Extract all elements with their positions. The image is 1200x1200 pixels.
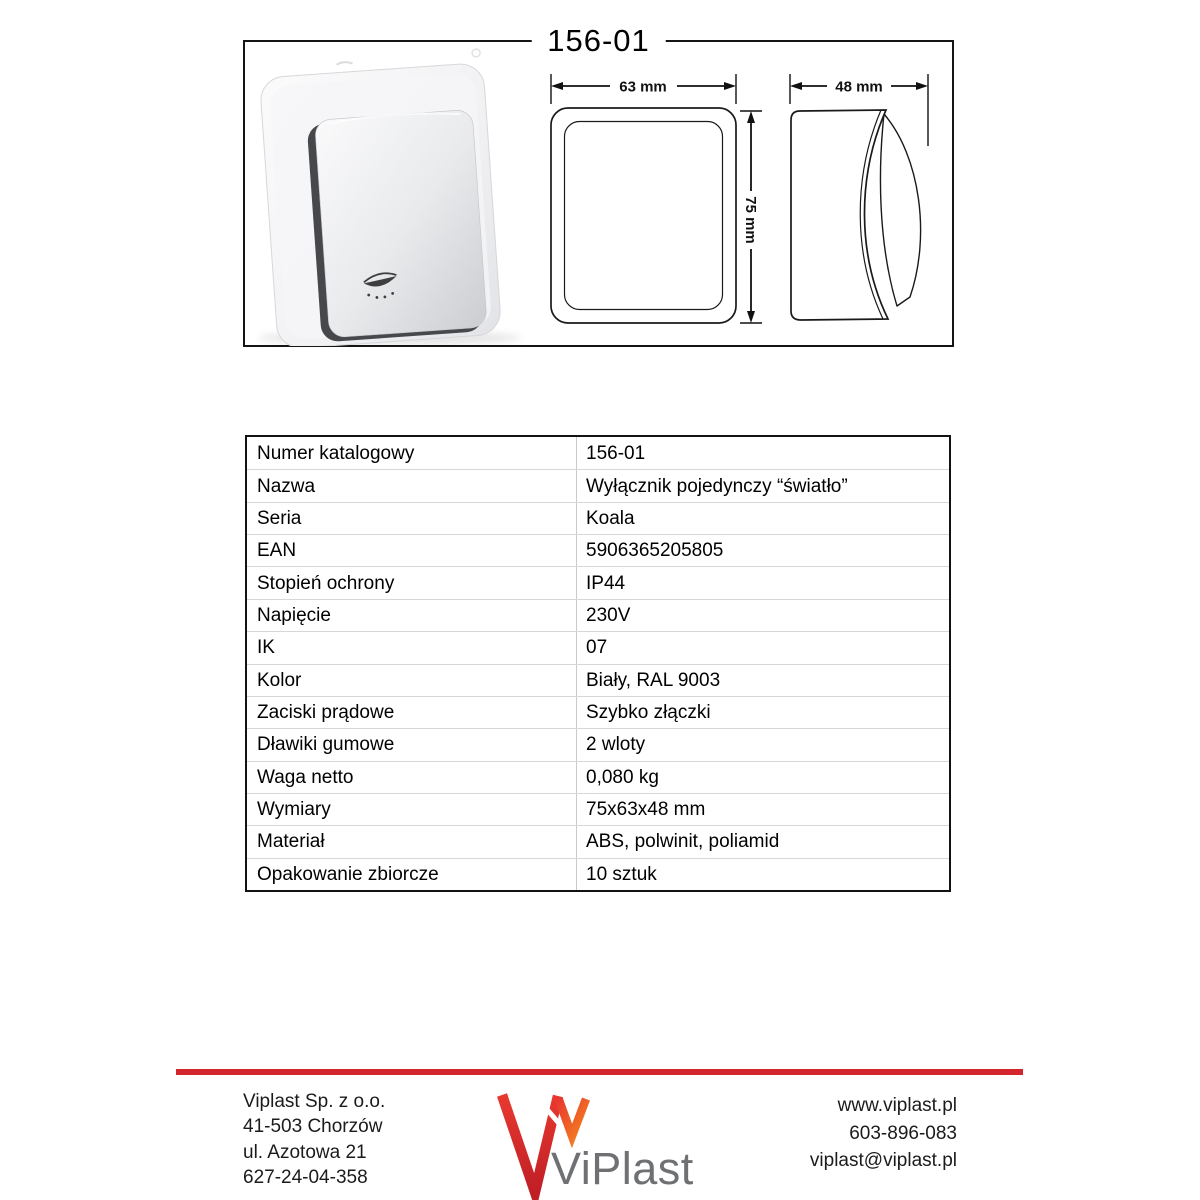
side-view-drawing: [791, 110, 921, 320]
row-value: Wyłącznik pojedynczy “światło”: [586, 475, 848, 497]
row-label: Wymiary: [247, 794, 577, 825]
table-row: [247, 534, 949, 566]
side-depth-label: 48 mm: [835, 78, 883, 96]
contact-phone: 603-896-083: [849, 1122, 957, 1144]
footer-accent-bar: [176, 1069, 1023, 1075]
row-label: IK: [247, 632, 577, 663]
row-label: Seria: [247, 503, 577, 534]
front-view-drawing: [551, 108, 736, 323]
table-row: [247, 437, 949, 469]
table-row: [247, 793, 949, 825]
technical-drawings: [538, 68, 952, 345]
embossed-logo-icon: [472, 49, 481, 58]
row-value: Biały, RAL 9003: [586, 669, 721, 691]
rocker-button: [314, 109, 487, 337]
row-label: Napięcie: [247, 600, 577, 631]
row-label: Opakowanie zbiorcze: [247, 859, 577, 890]
row-value: Szybko złączki: [586, 702, 711, 724]
row-label: Nazwa: [247, 470, 577, 501]
row-value: ABS, polwinit, poliamid: [586, 831, 780, 853]
row-value: 10 sztuk: [586, 863, 657, 885]
company-street: ul. Azotowa 21: [243, 1141, 367, 1163]
table-row: [247, 728, 949, 760]
table-row: [247, 631, 949, 663]
table-row: [247, 502, 949, 534]
row-label: Dławiki gumowe: [247, 729, 577, 760]
table-row: [247, 696, 949, 728]
company-address-block: [243, 1089, 385, 1190]
table-row: [247, 858, 949, 890]
product-photo: [250, 48, 535, 346]
company-phone: 627-24-04-358: [243, 1166, 368, 1188]
contact-email: viplast@viplast.pl: [809, 1150, 957, 1172]
row-value: 5906365205805: [586, 540, 724, 562]
table-row: [247, 664, 949, 696]
front-height-label: 75 mm: [742, 196, 759, 244]
page-title: 156-01: [531, 24, 666, 57]
contact-website: www.viplast.pl: [837, 1095, 957, 1116]
table-row: [247, 566, 949, 598]
front-width-label: 63 mm: [619, 78, 667, 96]
row-value: 230V: [586, 604, 631, 626]
row-label: Materiał: [247, 826, 577, 857]
table-row: [247, 469, 949, 501]
company-name: Viplast Sp. z o.o.: [243, 1091, 386, 1112]
row-value: 2 wloty: [586, 734, 646, 756]
spec-table: [245, 435, 951, 892]
table-row: [247, 599, 949, 631]
row-value: 156-01: [586, 442, 646, 464]
row-label: Numer katalogowy: [247, 437, 577, 469]
row-label: Stopień ochrony: [247, 567, 577, 598]
company-city: 41-503 Chorzów: [243, 1116, 383, 1138]
switch-body: [258, 49, 501, 346]
row-value: 0,080 kg: [586, 766, 659, 788]
viplast-logo-text: ViPlast: [551, 1143, 694, 1194]
row-value: 07: [586, 637, 608, 659]
row-value: Koala: [586, 507, 635, 529]
contact-block: [737, 1092, 957, 1175]
row-value: 75x63x48 mm: [586, 799, 706, 821]
table-row: [247, 761, 949, 793]
row-value: IP44: [586, 572, 626, 594]
row-label: Kolor: [247, 665, 577, 696]
product-box: [243, 23, 954, 347]
row-label: EAN: [247, 535, 577, 566]
table-row: [247, 825, 949, 857]
embossed-mark-icon: [336, 62, 352, 65]
row-label: Waga netto: [247, 762, 577, 793]
row-label: Zaciski prądowe: [247, 697, 577, 728]
